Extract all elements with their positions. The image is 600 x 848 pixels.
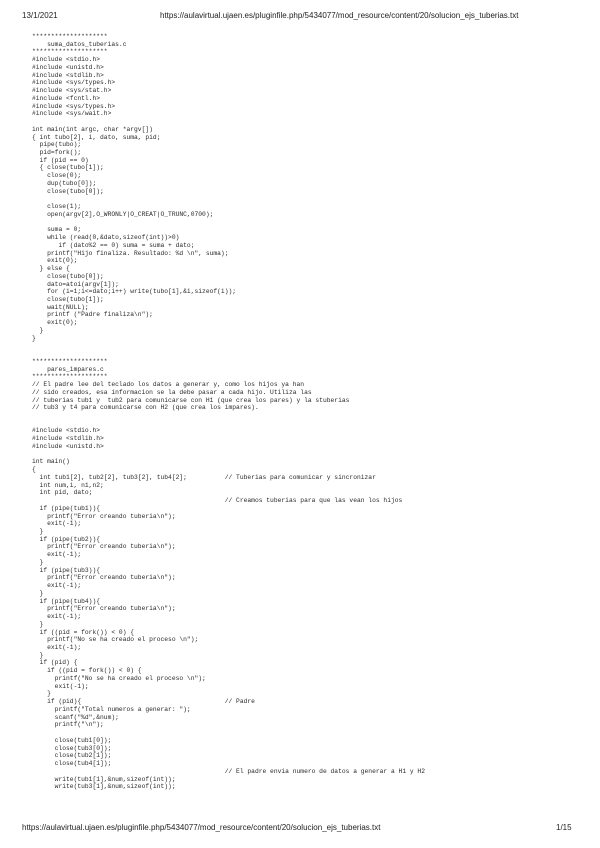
print-url-header: https://aulavirtual.ujaen.es/pluginfile.php/5434077/mod_resource/content/20/solucion_ejs_tuberias.txt xyxy=(160,11,519,20)
page-number: 1/15 xyxy=(556,823,572,832)
print-date: 13/1/2021 xyxy=(22,11,58,20)
print-url-footer: https://aulavirtual.ujaen.es/pluginfile.php/5434077/mod_resource/content/20/solucion_ejs_tuberias.txt xyxy=(22,823,381,832)
document-text: ******************** suma_datos_tuberias.c ******************** #include <stdio.h> #include <unistd.h> #include <stdlib.h> #include <sys/types.h> #include <sys/stat.h> #include <fcntl.h> #include <sys/types.h> #include <sys/wait.h> int main(int argc, char *argv[]) { int tubo[2], i, dato, suma, pid; pipe(tubo); pid=fork(); if (pid == 0) { close(tubo[1]); close(0); dup(tubo[0]); close(tubo[0]); close(1); open(argv[2],O_WRONLY|O_CREAT|O_TRUNC,0700); suma = 0; while (read(0,&dato,sizeof(int))>0) if (dato%2 == 0) suma = suma + dato; printf("Hijo finaliza. Resultado: %d \n", suma); exit(0); } else { close(tubo[0]); dato=atoi(argv[1]); for (i=1;i<=dato;i++) write(tubo[1],&i,sizeof(i)); close(tubo[1]); wait(NULL); printf ("Padre finaliza\n"); exit(0); } } ******************** pares_impares.c ******************** // El padre lee del teclado los datos a generar y, como los hijos ya han // sido creados, esa informacion se la debe pasar a cada hijo. Utiliza las // tuberias tub1 y tub2 para comunicarse con H1 (que crea los pares) y la stuberias // tub3 y t4 para comunicarse con H2 (que crea los impares). #include <stdio.h> #include <stdlib.h> #include <unistd.h> int main() { int tub1[2], tub2[2], tub3[2], tub4[2]; // Tuberias para comunicar y sincronizar int num,i, n1,n2; int pid, dato; // Creamos tuberias para que las vean los hijos if (pipe(tub1)){ printf("Error creando tuberia\n"); exit(-1); } if (pipe(tub2)){ printf("Error creando tuberia\n"); exit(-1); } if (pipe(tub3)){ printf("Error creando tuberia\n"); exit(-1); } if (pipe(tub4)){ printf("Error creando tuberia\n"); exit(-1); } if ((pid = fork()) < 0) { printf("No se ha creado el proceso \n"); exit(-1); } if (pid) { if ((pid = fork()) < 0) { printf("No se ha creado el proceso \n"); exit(-1); } if (pid){ // Padre printf("Total numeros a generar: "); scanf("%d",&num); printf("\n"); close(tub1[0]); close(tub3[0]); close(tub2[1]); close(tub4[1]); // El padre envia numero de datos a generar a H1 y H2 write(tub1[1],&num,sizeof(int)); write(tub3[1],&num,sizeof(int)); xyxy=(32,33,425,791)
